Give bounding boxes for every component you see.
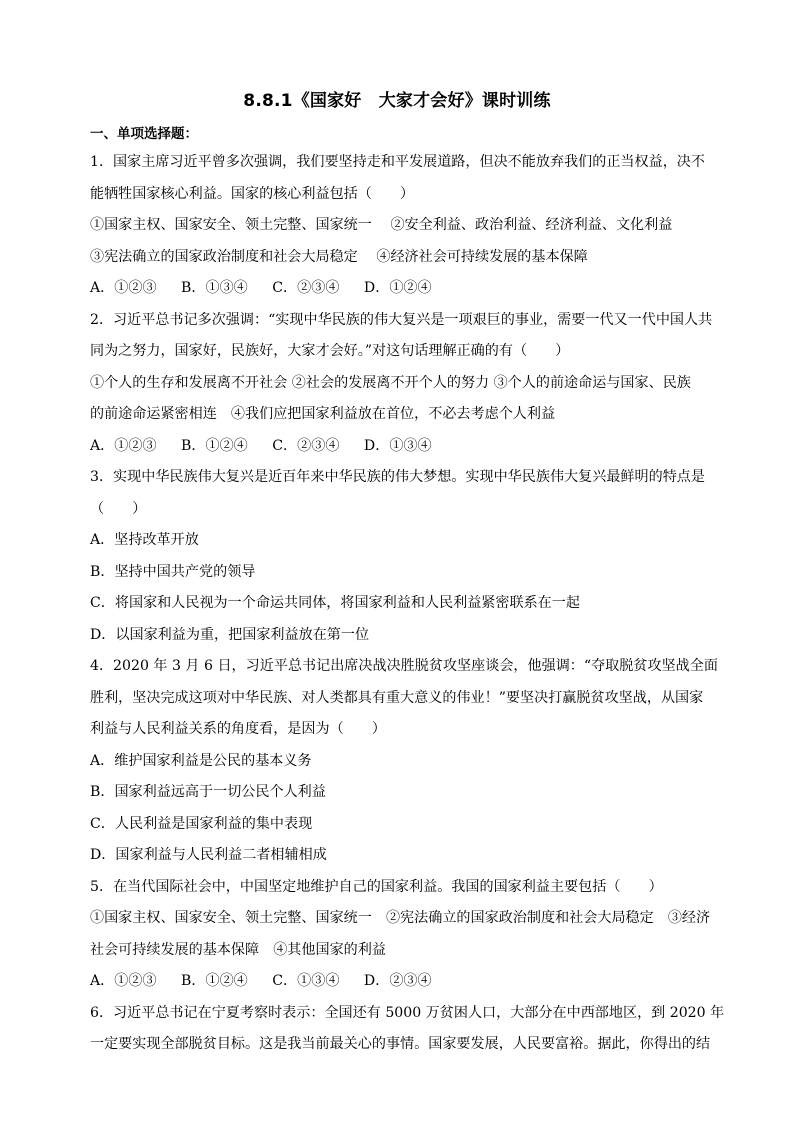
question-text-line: 5．在当代国际社会中，中国坚定地维护自己的国家利益。我国的国家利益主要包括（ ） — [90, 878, 663, 895]
statement-line: ③宪法确立的国家政治制度和社会大局稳定 ④经济社会可持续发展的基本保障 — [90, 248, 588, 265]
answer-options — [90, 966, 712, 998]
statement-line: ①国家主权、国家安全、领土完整、国家统一 ②安全利益、政治利益、经济利益、文化利益 — [90, 217, 673, 233]
question-text-line: 能牺牲国家核心利益。国家的核心利益包括（ ） — [90, 185, 415, 202]
option-b: B．国家利益远高于一切公民个人利益 — [90, 784, 326, 800]
option-b: B．①②④ — [181, 437, 248, 454]
question-text-line: 利益与人民利益关系的角度看，是因为（ ） — [90, 721, 386, 737]
option-d: D．②③④ — [363, 973, 432, 989]
option-b: B．①③④ — [181, 280, 248, 296]
question-2 — [90, 305, 712, 463]
statement-line: ①个人的生存和发展离不开社会 ②社会的发展离不开个人的努力 ③个人的前途命运与国家、民族 — [90, 374, 691, 391]
answer-options — [90, 431, 712, 463]
option-d: D．国家利益与人民利益二者相辅相成 — [90, 847, 327, 863]
option-c: C．②③④ — [272, 280, 340, 296]
page-title: 8.8.1《国家好 大家才会好》课时训练 — [243, 91, 551, 111]
question-text-line: 胜利，坚决完成这项对中华民族、对人类都具有重大意义的伟业！”要坚决打赢脱贫攻坚战，从国家 — [90, 689, 704, 706]
question-list — [90, 122, 725, 1061]
question-text-line: 6．习近平总书记在宁夏考察时表示：全国还有 5000 万贫困人口，大部分在中西部地区，到 2020 年 — [90, 1004, 725, 1021]
question-5 — [90, 872, 712, 998]
question-4 — [90, 651, 718, 872]
answer-options — [90, 273, 712, 305]
option-c: C．②③④ — [272, 437, 340, 454]
option-b: B．坚持中国共产党的领导 — [90, 563, 256, 580]
question-text-line: 1．国家主席习近平曾多次强调，我们要坚持走和平发展道路，但决不能放弃我们的正当权益，决不 — [90, 154, 705, 170]
section-heading: 一、单项选择题： — [90, 126, 198, 142]
option-a: A．①②③ — [90, 973, 157, 989]
question-text-line: 2．习近平总书记多次强调：“实现中华民族的伟大复兴是一项艰巨的事业，需要一代又一代中国人共 — [90, 311, 713, 328]
question-text-line: 4．2020 年 3 月 6 日，习近平总书记出席决战决胜脱贫攻坚座谈会，他强调：“夺取脱贫攻坚战全面 — [90, 658, 718, 674]
statement-line: ①国家主权、国家安全、领土完整、国家统一 ②宪法确立的国家政治制度和社会大局稳定 ③经济 — [90, 910, 711, 926]
question-text-line: 3．实现中华民族伟大复兴是近百年来中华民族的伟大梦想。实现中华民族伟大复兴最鲜明的特点是 — [90, 469, 705, 485]
option-b: B．①②④ — [181, 973, 248, 989]
option-a: A．①②③ — [90, 280, 157, 296]
statement-line: 的前途命运紧密相连 ④我们应把国家利益放在首位，不必去考虑个人利益 — [90, 406, 556, 422]
question-text-line: 一定要实现全部脱贫目标。这是我当前最关心的事情。国家要发展，人民要富裕。据此，你得出的结 — [90, 1036, 711, 1052]
option-a: A．维护国家利益是公民的基本义务 — [90, 752, 312, 769]
question-3 — [90, 462, 712, 651]
option-d: D．①②④ — [363, 280, 432, 296]
statement-line: 社会可持续发展的基本保障 ④其他国家的利益 — [90, 941, 386, 958]
question-text-line: 同为之努力，国家好，民族好，大家才会好。”对这句话理解正确的有（ ） — [90, 343, 570, 359]
question-text-line: （ ） — [90, 500, 147, 517]
option-a: A．①②③ — [90, 437, 157, 454]
question-6 — [90, 998, 725, 1061]
option-c: C．①③④ — [272, 973, 340, 989]
question-1 — [90, 147, 712, 305]
option-d: D．以国家利益为重，把国家利益放在第一位 — [90, 626, 370, 643]
option-a: A．坚持改革开放 — [90, 532, 199, 548]
option-d: D．①③④ — [363, 437, 432, 454]
option-c: C．人民利益是国家利益的集中表现 — [90, 815, 313, 832]
option-c: C．将国家和人民视为一个命运共同体，将国家利益和人民利益紧密联系在一起 — [90, 595, 580, 611]
